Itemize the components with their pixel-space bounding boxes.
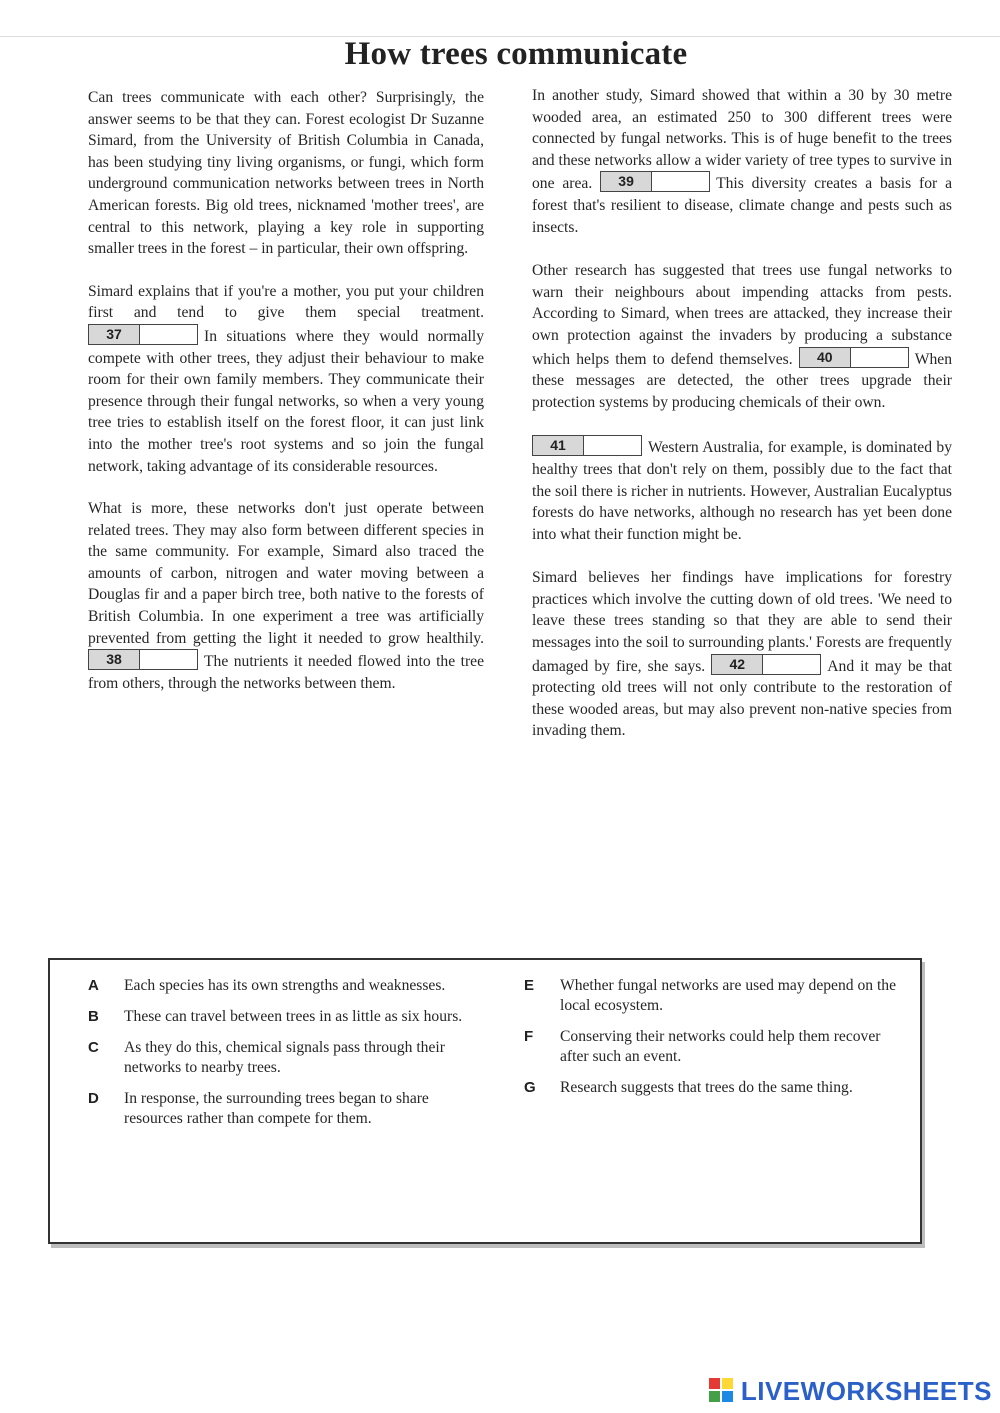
option-a: [88, 976, 478, 996]
option-text: Research suggests that trees do the same thing.: [560, 1079, 853, 1096]
option-letter: G: [524, 1079, 536, 1096]
option-letter: B: [88, 1008, 99, 1025]
right-column: [532, 85, 952, 764]
option-letter: F: [524, 1028, 534, 1045]
gap-number: 39: [601, 172, 652, 191]
gap-42-input[interactable]: [711, 654, 821, 675]
option-letter: C: [88, 1039, 99, 1056]
paragraph: [532, 85, 952, 238]
paragraph-text: Simard believes her findings have implications for forestry practices which involve the cutting down of old trees. 'We need to leave these trees standing so that they are able to send their messages into the soil to surrounding plants.' Forests are frequently damaged by fire, she says.: [532, 569, 952, 675]
paragraph-text: The nutrients it needed flowed into the tree from others, through the networks between them.: [88, 653, 484, 692]
logo-icon: [709, 1378, 735, 1404]
gap-number: 37: [89, 325, 140, 344]
logo-text: LIVEWORKSHEETS: [740, 1375, 992, 1406]
paragraph: [88, 281, 484, 477]
gap-39-input[interactable]: [600, 171, 710, 192]
paragraph: Can trees communicate with each other? Surprisingly, the answer seems to be that they can. Forest ecologist Dr Suzanne Simard, from the University of British Columbia in Canada, has been studying tiny living organisms, or fungi, which form underground communication networks between trees in North American forests. Big old trees, nicknamed 'mother trees', are central to this network, playing a key role in supporting smaller trees in the forest – in particular, their own offspring.: [88, 89, 484, 258]
paragraph-text: Western Australia, for example, is dominated by healthy trees that don't rely on them, possibly due to the fact that the soil there is richer in nutrients. However, Australian Eucalyptus forests do have networks, although no research has yet been done into what their function might be.: [532, 439, 952, 543]
paragraph-text: Other research has suggested that trees use fungal networks to warn their neighbours about impending attacks from pests. According to Simard, when trees are attacked, they increase their own protection against the invaders by producing a substance which helps them to defend themselves.: [532, 262, 952, 368]
paragraph: [532, 260, 952, 413]
option-text: In response, the surrounding trees began to share resources rather than compete for them.: [124, 1090, 429, 1127]
option-c: [88, 1038, 478, 1078]
option-text: Whether fungal networks are used may depend on the local ecosystem.: [560, 977, 897, 1014]
gap-number: 42: [712, 655, 763, 674]
option-letter: A: [88, 977, 99, 994]
option-text: Conserving their networks could help them recover after such an event.: [560, 1028, 881, 1065]
left-column: [88, 87, 484, 715]
page-title: How trees communicate: [344, 36, 688, 72]
gap-40-input[interactable]: [799, 347, 909, 368]
option-letter: D: [88, 1090, 99, 1107]
option-letter: E: [524, 977, 535, 994]
gap-number: 38: [89, 650, 140, 669]
paragraph: [532, 435, 952, 545]
option-text: Each species has its own strengths and weaknesses.: [124, 977, 446, 994]
paragraph-text: What is more, these networks don't just operate between related trees. They may also form between different species in the same community. For example, Simard also traced the amounts of carbon, nitrogen and water moving between a Douglas fir and a paper birch tree, both native to the forests of British Columbia. In one experiment a tree was artificially prevented from getting the light it needed to grow healthily.: [88, 500, 484, 647]
paragraph-text: When these messages are detected, the other trees upgrade their protection systems by producing chemicals of their own.: [532, 350, 952, 411]
options-box: [48, 958, 922, 1244]
gap-38-input[interactable]: [88, 649, 198, 670]
paragraph: [88, 498, 484, 694]
paragraph-text: And it may be that protecting old trees will not only contribute to the restoration of these wooded areas, but may also prevent non-native species from invading them.: [532, 657, 952, 740]
options-column-right: [524, 976, 914, 1109]
paragraph-text: Simard explains that if you're a mother, you put your children first and tend to give them special treatment.: [88, 282, 484, 322]
paragraph: [532, 567, 952, 742]
paragraph-text: In situations where they would normally compete with other trees, they adjust their behaviour to make room for their own family members. They communicate their presence through their fungal networks, so when a very young tree tries to establish itself on the forest floor, it can just link into the mother tree's root systems and so join the fungal network, taking advantage of its considerable resources.: [88, 327, 484, 475]
option-text: These can travel between trees in as little as six hours.: [124, 1008, 463, 1025]
paragraph-text: In another study, Simard showed that within a 30 by 30 metre wooded area, an estimated 250 to 300 different trees were connected by fungal networks. This is of huge benefit to the trees and these networks allow a wider variety of tree types to survive in one area.: [532, 87, 952, 193]
gap-37-input[interactable]: [88, 324, 198, 345]
option-d: [88, 1089, 478, 1129]
option-text: As they do this, chemical signals pass through their networks to nearby trees.: [124, 1039, 445, 1076]
paragraph-text: This diversity creates a basis for a forest that's resilient to disease, climate change and pests such as insects.: [532, 175, 952, 236]
option-f: [524, 1027, 914, 1067]
gap-number: 40: [800, 348, 851, 367]
option-e: [524, 976, 914, 1016]
liveworksheets-logo[interactable]: [709, 1376, 992, 1406]
option-g: [524, 1078, 914, 1098]
gap-41-input[interactable]: [532, 435, 642, 456]
option-b: [88, 1007, 478, 1027]
gap-number: 41: [533, 436, 584, 455]
options-column-left: [88, 976, 478, 1140]
